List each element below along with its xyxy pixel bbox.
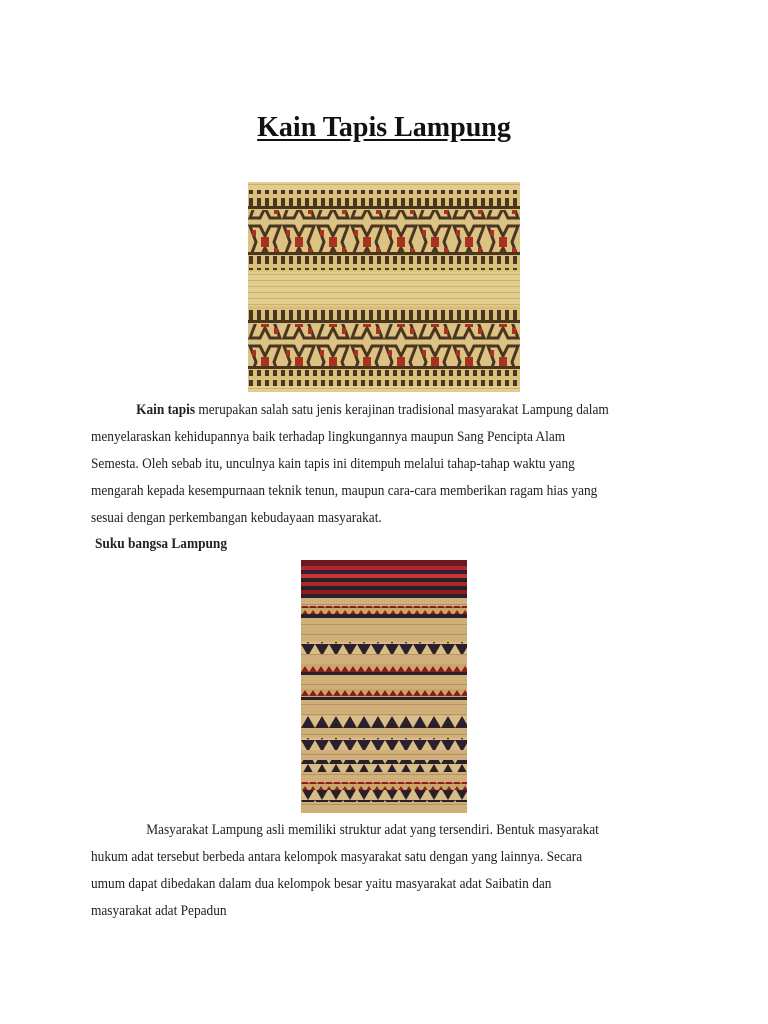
paragraph-line: mengarah kepada kesempurnaan teknik tenun, maupun cara-cara memberikan ragam hias yang bbox=[91, 483, 598, 499]
paragraph-line: sesuai dengan perkembangan kebudayaan masyarakat. bbox=[91, 510, 382, 526]
tapis-cloth-image-horizontal bbox=[248, 182, 520, 392]
paragraph-line: masyarakat adat Pepadun bbox=[91, 903, 227, 919]
intro-paragraph bbox=[91, 397, 643, 532]
paragraph-line: hukum adat tersebut berbeda antara kelompok masyarakat satu dengan yang lainnya. Secara bbox=[91, 849, 583, 865]
kain-tapis-bold: Kain tapis bbox=[136, 402, 196, 418]
page-title: Kain Tapis Lampung bbox=[257, 112, 511, 143]
paragraph-line: umum dapat dibedakan dalam dua kelompok besar yaitu masyarakat adat Saibatin dan bbox=[91, 876, 552, 892]
paragraph-line: menyelaraskan kehidupannya baik terhadap lingkungannya maupun Sang Pencipta Alam bbox=[91, 429, 566, 445]
adat-paragraph bbox=[91, 817, 643, 925]
paragraph-line: Masyarakat Lampung asli memiliki struktur adat yang tersendiri. Bentuk masyarakat bbox=[146, 822, 599, 838]
paragraph-line: Kain tapis merupakan salah satu jenis kerajinan tradisional masyarakat Lampung dalam bbox=[136, 402, 609, 418]
tapis-cloth-image-vertical bbox=[301, 560, 467, 813]
section-heading: Suku bangsa Lampung bbox=[95, 536, 228, 552]
paragraph-line: Semesta. Oleh sebab itu, unculnya kain tapis ini ditempuh melalui tahap-tahap waktu yang bbox=[91, 456, 575, 472]
